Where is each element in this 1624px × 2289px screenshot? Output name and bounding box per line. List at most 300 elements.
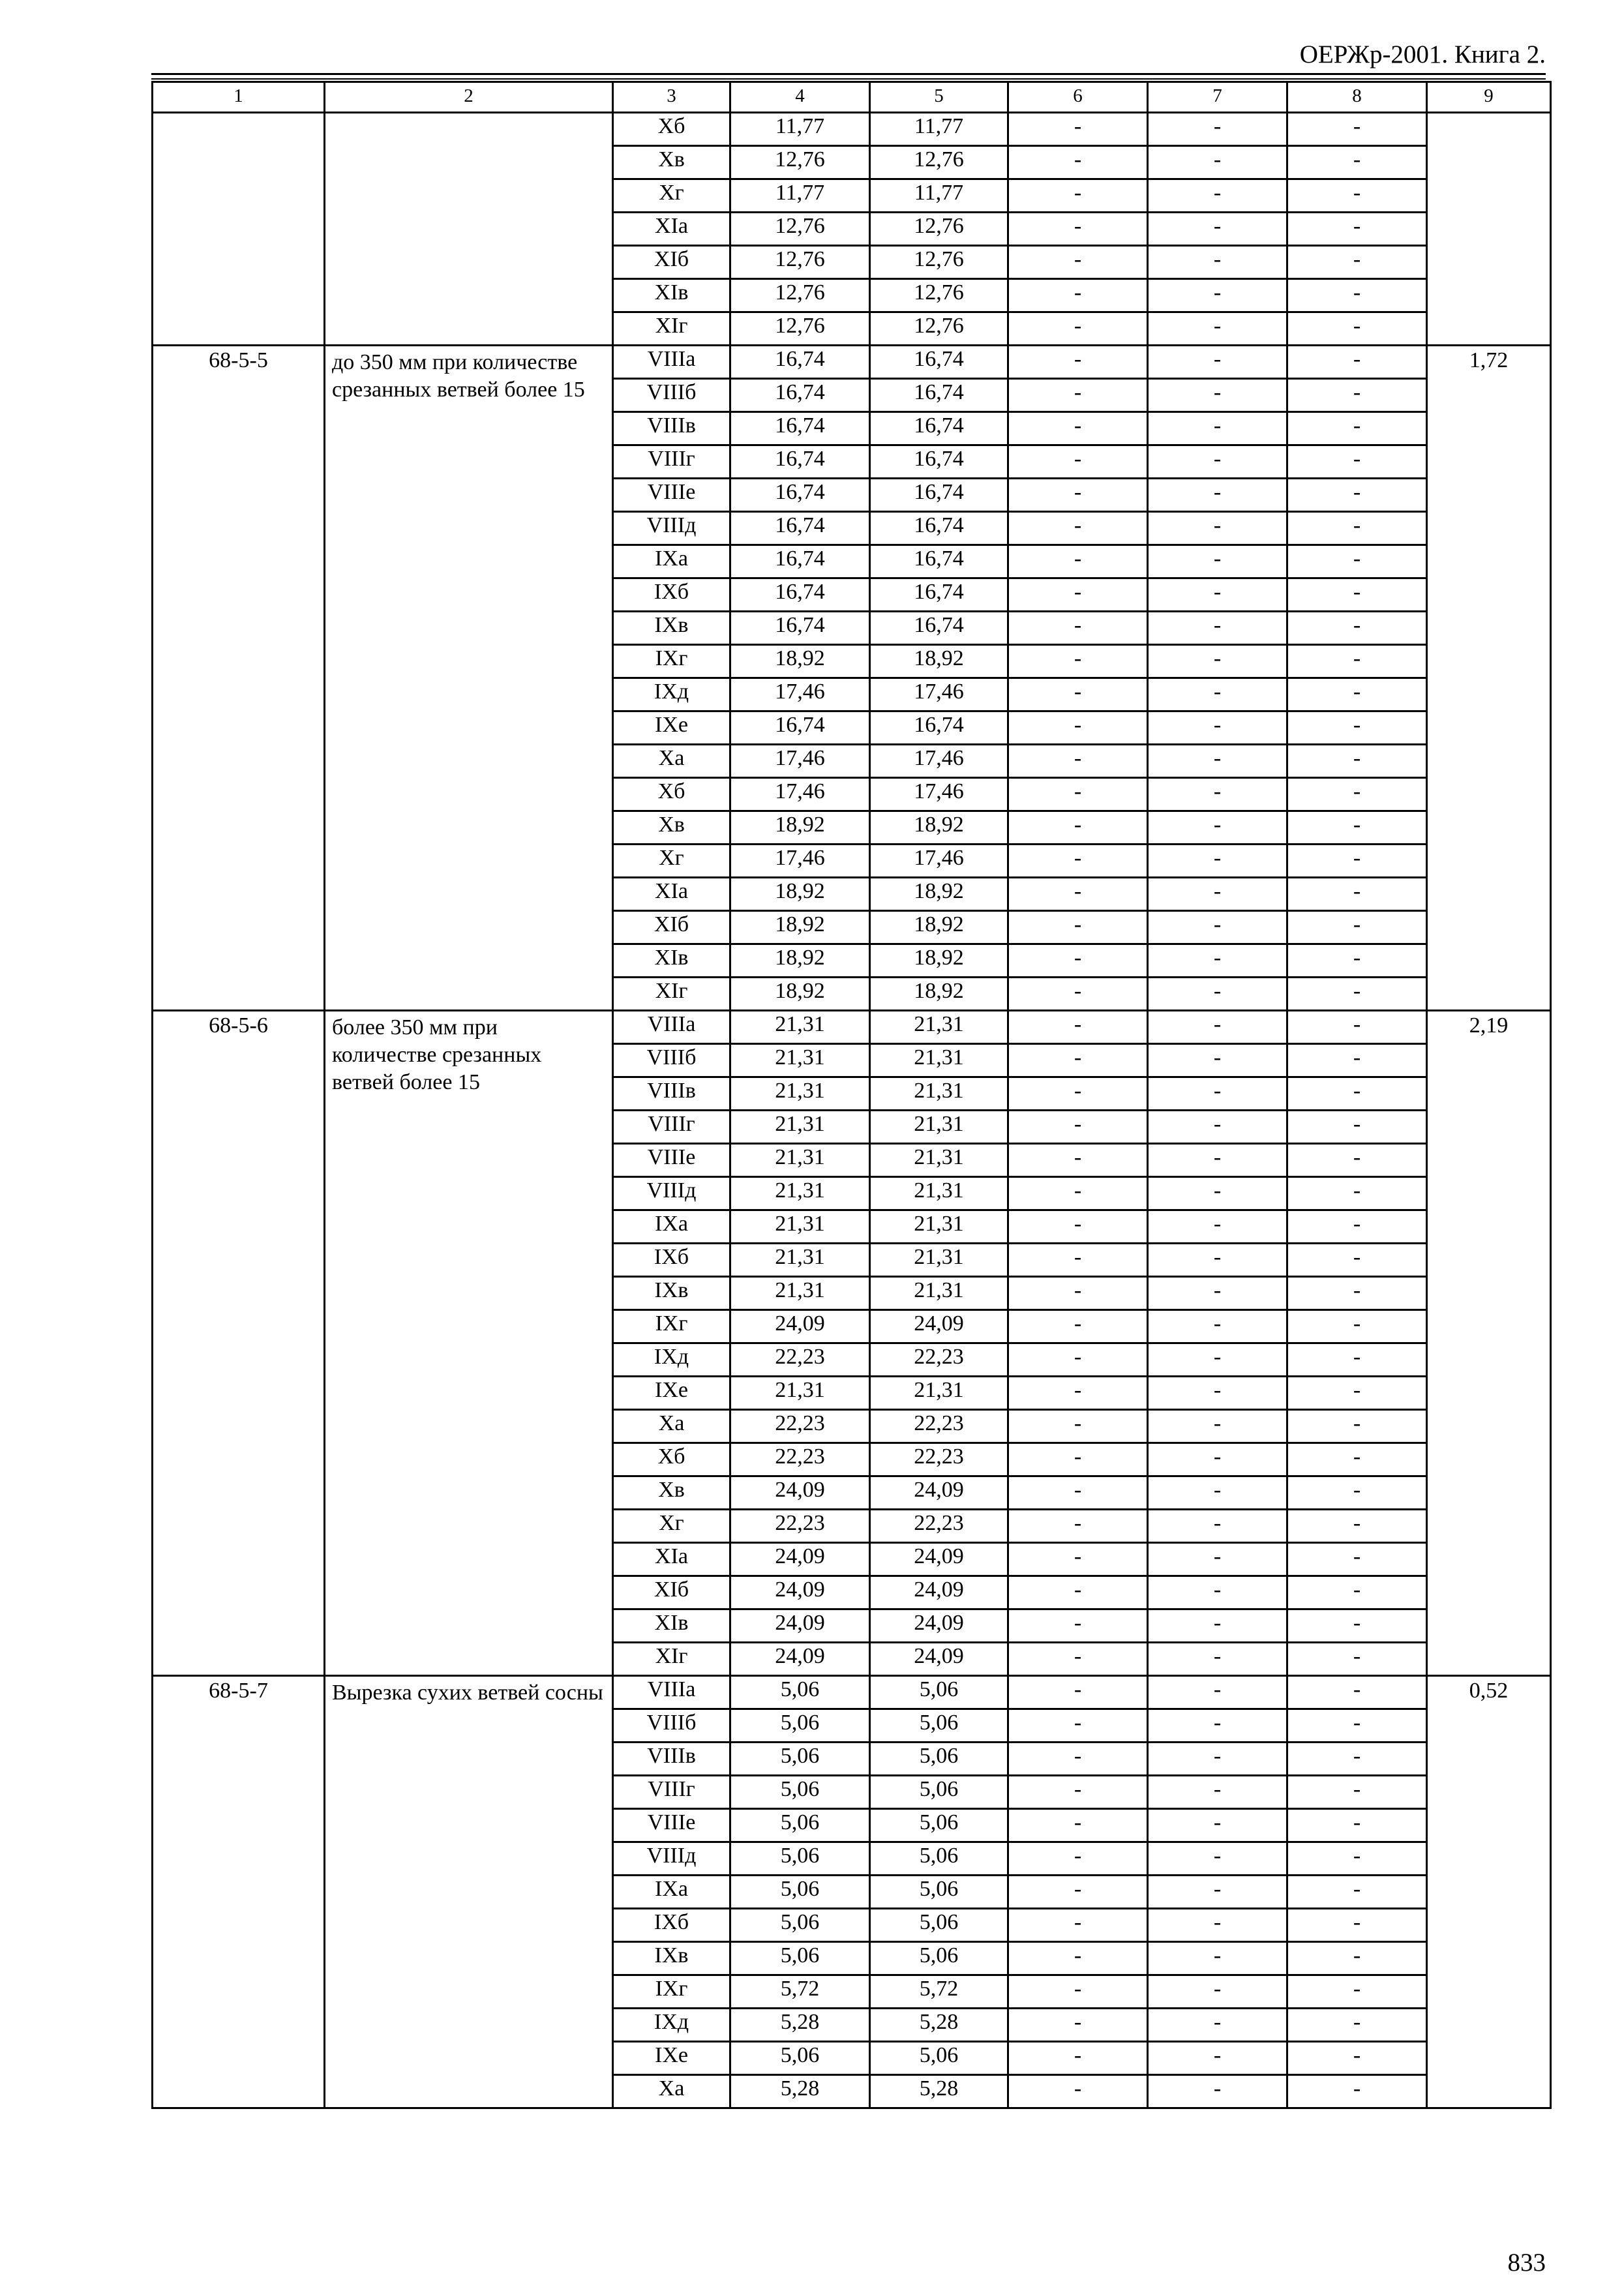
work-description: более 350 мм при количестве срезанных ветвей более 15 (325, 1011, 613, 1676)
value-cell: - (1148, 1643, 1287, 1676)
value-cell: - (1148, 1443, 1287, 1476)
value-cell: 21,31 (870, 1011, 1008, 1044)
category-cell: IХв (613, 612, 730, 645)
value-cell: 16,74 (730, 379, 870, 412)
value-cell: - (1287, 745, 1427, 778)
category-cell: ХIг (613, 1643, 730, 1676)
category-cell: VIIIб (613, 1709, 730, 1743)
value-cell: - (1287, 1842, 1427, 1876)
category-cell: Ха (613, 745, 730, 778)
value-cell: 24,09 (730, 1476, 870, 1510)
value-cell: - (1148, 1210, 1287, 1244)
value-cell: - (1148, 1576, 1287, 1609)
value-cell: 17,46 (730, 778, 870, 811)
value-cell: - (1287, 1443, 1427, 1476)
value-cell: - (1287, 1909, 1427, 1942)
category-cell: IХе (613, 1377, 730, 1410)
category-cell: ХIа (613, 878, 730, 911)
value-cell: 5,06 (730, 2042, 870, 2075)
value-cell: 16,74 (730, 346, 870, 379)
category-cell: VIIIб (613, 379, 730, 412)
value-cell: - (1287, 1410, 1427, 1443)
value-cell: - (1287, 1144, 1427, 1177)
value-cell: - (1287, 1942, 1427, 1975)
value-cell: - (1287, 944, 1427, 978)
category-cell: IХв (613, 1277, 730, 1310)
category-cell: VIIIе (613, 479, 730, 512)
value-cell: 12,76 (730, 246, 870, 279)
value-cell: - (1008, 279, 1148, 312)
value-cell: - (1148, 1111, 1287, 1144)
value-cell: 5,28 (730, 2075, 870, 2108)
value-cell: 16,74 (870, 545, 1008, 578)
value-cell: - (1287, 379, 1427, 412)
value-cell: 21,31 (730, 1210, 870, 1244)
value-cell: - (1008, 944, 1148, 978)
value-cell: - (1148, 146, 1287, 179)
value-cell: - (1148, 1909, 1287, 1942)
value-cell: 21,31 (730, 1144, 870, 1177)
value-cell: 5,72 (870, 1975, 1008, 2009)
value-cell: - (1287, 778, 1427, 811)
value-cell: - (1008, 479, 1148, 512)
value-cell: - (1287, 1177, 1427, 1210)
category-cell: Хв (613, 811, 730, 845)
value-cell: 5,06 (870, 1909, 1008, 1942)
value-cell: - (1148, 1144, 1287, 1177)
document-title: ОЕРЖр-2001. Книга 2. (1299, 40, 1546, 68)
category-cell: IХг (613, 1975, 730, 2009)
value-cell: 24,09 (870, 1310, 1008, 1343)
value-cell: - (1148, 1510, 1287, 1543)
value-cell: 21,31 (730, 1177, 870, 1210)
value-cell: - (1287, 1743, 1427, 1776)
value-cell: - (1287, 346, 1427, 379)
value-cell: - (1008, 1809, 1148, 1842)
page-number: 833 (1507, 2249, 1546, 2277)
value-cell: - (1008, 1210, 1148, 1244)
value-cell: 18,92 (870, 878, 1008, 911)
category-cell: IХд (613, 2009, 730, 2042)
category-cell: IХг (613, 1310, 730, 1343)
value-cell: 21,31 (870, 1044, 1008, 1077)
value-cell: 12,76 (730, 213, 870, 246)
value-cell: - (1287, 1709, 1427, 1743)
value-cell: - (1148, 1842, 1287, 1876)
value-cell: - (1287, 1776, 1427, 1809)
value-cell: - (1148, 1476, 1287, 1510)
value-cell: - (1008, 1343, 1148, 1377)
header-rule (151, 78, 1546, 80)
value-cell: - (1008, 213, 1148, 246)
value-cell: - (1008, 445, 1148, 479)
value-cell: - (1008, 1643, 1148, 1676)
value-cell: - (1287, 1510, 1427, 1543)
value-cell: - (1148, 978, 1287, 1011)
value-cell: - (1008, 545, 1148, 578)
category-cell: IХб (613, 1909, 730, 1942)
value-cell: 22,23 (870, 1343, 1008, 1377)
value-cell: - (1287, 1277, 1427, 1310)
category-cell: Хг (613, 179, 730, 213)
value-cell: - (1148, 479, 1287, 512)
rate-code (153, 113, 325, 346)
value-cell: - (1148, 678, 1287, 711)
value-cell: - (1008, 1244, 1148, 1277)
value-cell: - (1148, 179, 1287, 213)
value-cell: - (1148, 1609, 1287, 1643)
header-rule (151, 73, 1546, 75)
value-cell: 12,76 (870, 213, 1008, 246)
value-cell: - (1287, 1876, 1427, 1909)
category-cell: Ха (613, 2075, 730, 2108)
value-cell: 24,09 (870, 1609, 1008, 1643)
value-cell: 16,74 (730, 512, 870, 545)
value-cell: 18,92 (730, 811, 870, 845)
category-cell: Хв (613, 146, 730, 179)
value-cell: 17,46 (870, 745, 1008, 778)
value-cell: - (1008, 1077, 1148, 1111)
category-cell: VIIIд (613, 1842, 730, 1876)
column-number: 6 (1008, 82, 1148, 113)
category-cell: Хг (613, 1510, 730, 1543)
value-cell: - (1287, 179, 1427, 213)
value-cell: - (1008, 612, 1148, 645)
value-cell: 24,09 (870, 1543, 1008, 1576)
value-cell: - (1008, 1576, 1148, 1609)
column-number: 5 (870, 82, 1008, 113)
value-cell: - (1008, 113, 1148, 146)
value-cell: 18,92 (730, 645, 870, 678)
value-cell: 17,46 (870, 778, 1008, 811)
value-cell: - (1287, 1576, 1427, 1609)
table-row (153, 346, 1551, 379)
value-cell: 5,28 (870, 2009, 1008, 2042)
value-cell: 5,06 (870, 1676, 1008, 1709)
value-cell: 17,46 (870, 845, 1008, 878)
value-cell: - (1287, 146, 1427, 179)
value-cell: - (1287, 246, 1427, 279)
value-cell: - (1148, 1809, 1287, 1842)
table-row (153, 1676, 1551, 1709)
column-number: 1 (153, 82, 325, 113)
value-cell: 22,23 (730, 1343, 870, 1377)
value-cell: - (1287, 1676, 1427, 1709)
category-cell: VIIIе (613, 1809, 730, 1842)
category-cell: ХIб (613, 246, 730, 279)
value-cell: - (1148, 379, 1287, 412)
value-cell: 5,06 (870, 1776, 1008, 1809)
value-cell: - (1287, 1077, 1427, 1111)
value-cell: - (1008, 578, 1148, 612)
category-cell: ХIа (613, 1543, 730, 1576)
value-cell: - (1287, 1609, 1427, 1643)
value-cell: - (1287, 479, 1427, 512)
value-cell: - (1148, 612, 1287, 645)
value-cell: - (1008, 1144, 1148, 1177)
rate-code: 68-5-6 (153, 1011, 325, 1676)
value-cell: 18,92 (730, 878, 870, 911)
category-cell: Хб (613, 113, 730, 146)
rate-code: 68-5-7 (153, 1676, 325, 2108)
value-cell: - (1008, 1543, 1148, 1576)
value-cell: 16,74 (730, 578, 870, 612)
value-cell: 21,31 (870, 1210, 1008, 1244)
value-cell: - (1008, 1510, 1148, 1543)
category-cell: IХб (613, 578, 730, 612)
category-cell: ХIб (613, 1576, 730, 1609)
value-cell: - (1008, 2009, 1148, 2042)
value-cell: 11,77 (870, 113, 1008, 146)
value-cell: - (1008, 811, 1148, 845)
category-cell: ХIв (613, 1609, 730, 1643)
value-cell: 11,77 (870, 179, 1008, 213)
value-cell: - (1148, 346, 1287, 379)
value-cell: - (1287, 2042, 1427, 2075)
value-cell: - (1008, 1676, 1148, 1709)
value-cell: 18,92 (730, 911, 870, 944)
category-cell: IХд (613, 1343, 730, 1377)
table-row (153, 1011, 1551, 1044)
value-cell: - (1008, 1111, 1148, 1144)
value-cell: - (1008, 1909, 1148, 1942)
value-cell: 21,31 (870, 1377, 1008, 1410)
value-cell: 5,28 (870, 2075, 1008, 2108)
value-cell: - (1287, 412, 1427, 445)
value-cell: - (1148, 113, 1287, 146)
column-number: 4 (730, 82, 870, 113)
value-cell: - (1008, 911, 1148, 944)
table-body (153, 82, 1551, 2108)
category-cell: VIIIа (613, 346, 730, 379)
value-cell: 24,09 (870, 1643, 1008, 1676)
category-cell: ХIв (613, 944, 730, 978)
column-number: 2 (325, 82, 613, 113)
value-cell: 5,06 (870, 1942, 1008, 1975)
category-cell: VIIIа (613, 1676, 730, 1709)
value-cell: - (1287, 312, 1427, 346)
value-cell: - (1287, 1643, 1427, 1676)
column-number: 8 (1287, 82, 1427, 113)
value-cell: - (1008, 1975, 1148, 2009)
value-cell: - (1008, 512, 1148, 545)
value-cell: 21,31 (870, 1144, 1008, 1177)
value-cell: 17,46 (730, 845, 870, 878)
value-cell: - (1287, 113, 1427, 146)
category-cell: IХа (613, 1210, 730, 1244)
category-cell: Ха (613, 1410, 730, 1443)
value-cell: - (1148, 1776, 1287, 1809)
category-cell: Хб (613, 778, 730, 811)
column-number: 7 (1148, 82, 1287, 113)
value-cell: - (1008, 2075, 1148, 2108)
value-cell: - (1148, 1975, 1287, 2009)
value-cell: 17,46 (730, 678, 870, 711)
value-cell: 5,06 (870, 1743, 1008, 1776)
category-cell: Хб (613, 1443, 730, 1476)
value-cell: - (1148, 1044, 1287, 1077)
value-cell: - (1287, 1310, 1427, 1343)
value-cell: 24,09 (870, 1476, 1008, 1510)
value-cell: 12,76 (870, 246, 1008, 279)
value-cell: 5,28 (730, 2009, 870, 2042)
value-cell: - (1287, 978, 1427, 1011)
value-cell: 21,31 (730, 1244, 870, 1277)
value-cell: - (1287, 678, 1427, 711)
value-cell: 16,74 (870, 711, 1008, 745)
value-cell: 16,74 (870, 412, 1008, 445)
work-description: до 350 мм при количестве срезанных ветвей более 15 (325, 346, 613, 1011)
value-cell: - (1148, 1377, 1287, 1410)
value-cell: - (1148, 645, 1287, 678)
value-cell: - (1287, 1343, 1427, 1377)
value-cell: 22,23 (730, 1510, 870, 1543)
value-cell: 17,46 (730, 745, 870, 778)
value-cell: - (1148, 711, 1287, 745)
value-cell: - (1008, 878, 1148, 911)
category-cell: IХа (613, 1876, 730, 1909)
value-cell: 22,23 (730, 1410, 870, 1443)
value-cell: - (1287, 911, 1427, 944)
category-cell: IХе (613, 2042, 730, 2075)
value-cell: - (1148, 878, 1287, 911)
category-cell: IХа (613, 545, 730, 578)
column-number-row (153, 82, 1551, 113)
value-cell: - (1008, 978, 1148, 1011)
value-cell: - (1008, 1842, 1148, 1876)
value-cell: 18,92 (870, 911, 1008, 944)
value-cell: - (1008, 312, 1148, 346)
value-cell: 11,77 (730, 179, 870, 213)
table-row (153, 113, 1551, 146)
value-cell: - (1008, 1011, 1148, 1044)
value-cell: - (1148, 2042, 1287, 2075)
value-cell: - (1008, 645, 1148, 678)
category-cell: Хв (613, 1476, 730, 1510)
column-9-value: 0,52 (1427, 1676, 1551, 2108)
value-cell: 21,31 (870, 1077, 1008, 1111)
category-cell: VIIIе (613, 1144, 730, 1177)
value-cell: - (1148, 1011, 1287, 1044)
value-cell: - (1287, 711, 1427, 745)
value-cell: - (1008, 1743, 1148, 1776)
category-cell: VIIIг (613, 1776, 730, 1809)
value-cell: - (1008, 1177, 1148, 1210)
value-cell: 16,74 (870, 379, 1008, 412)
value-cell: - (1008, 845, 1148, 878)
value-cell: - (1287, 1111, 1427, 1144)
value-cell: 24,09 (870, 1576, 1008, 1609)
value-cell: 18,92 (870, 645, 1008, 678)
value-cell: 12,76 (870, 146, 1008, 179)
value-cell: - (1008, 1776, 1148, 1809)
value-cell: - (1148, 279, 1287, 312)
value-cell: 16,74 (870, 445, 1008, 479)
value-cell: 16,74 (730, 412, 870, 445)
value-cell: 12,76 (730, 146, 870, 179)
category-cell: IХе (613, 711, 730, 745)
value-cell: - (1148, 312, 1287, 346)
value-cell: 18,92 (870, 811, 1008, 845)
value-cell: - (1148, 1543, 1287, 1576)
value-cell: - (1287, 1377, 1427, 1410)
value-cell: 16,74 (870, 346, 1008, 379)
category-cell: IХд (613, 678, 730, 711)
value-cell: 5,06 (870, 1842, 1008, 1876)
value-cell: - (1148, 2075, 1287, 2108)
value-cell: - (1287, 2075, 1427, 2108)
value-cell: - (1148, 1410, 1287, 1443)
value-cell: - (1287, 878, 1427, 911)
value-cell: - (1148, 911, 1287, 944)
value-cell: - (1287, 1809, 1427, 1842)
value-cell: 16,74 (730, 479, 870, 512)
value-cell: 5,06 (870, 1876, 1008, 1909)
value-cell: 11,77 (730, 113, 870, 146)
rate-code: 68-5-5 (153, 346, 325, 1011)
value-cell: 17,46 (870, 678, 1008, 711)
value-cell: 21,31 (870, 1244, 1008, 1277)
value-cell: - (1148, 1709, 1287, 1743)
value-cell: 5,06 (730, 1942, 870, 1975)
category-cell: VIIIа (613, 1011, 730, 1044)
value-cell: - (1008, 1410, 1148, 1443)
column-9-value (1427, 113, 1551, 346)
category-cell: VIIIг (613, 445, 730, 479)
value-cell: 5,06 (730, 1743, 870, 1776)
value-cell: - (1287, 445, 1427, 479)
value-cell: 5,06 (730, 1709, 870, 1743)
value-cell: - (1287, 845, 1427, 878)
value-cell: - (1287, 1011, 1427, 1044)
value-cell: - (1148, 545, 1287, 578)
value-cell: 21,31 (870, 1177, 1008, 1210)
value-cell: - (1148, 778, 1287, 811)
value-cell: - (1008, 146, 1148, 179)
value-cell: 5,06 (730, 1776, 870, 1809)
value-cell: 21,31 (730, 1044, 870, 1077)
value-cell: - (1008, 745, 1148, 778)
value-cell: 16,74 (870, 479, 1008, 512)
value-cell: - (1287, 545, 1427, 578)
value-cell: - (1008, 1443, 1148, 1476)
value-cell: - (1008, 711, 1148, 745)
value-cell: - (1008, 1476, 1148, 1510)
value-cell: 22,23 (870, 1410, 1008, 1443)
value-cell: - (1148, 1343, 1287, 1377)
value-cell: - (1287, 1210, 1427, 1244)
value-cell: 18,92 (870, 978, 1008, 1011)
value-cell: 18,92 (870, 944, 1008, 978)
value-cell: - (1148, 213, 1287, 246)
value-cell: - (1148, 1743, 1287, 1776)
category-cell: VIIIв (613, 412, 730, 445)
value-cell: - (1148, 1942, 1287, 1975)
column-number: 3 (613, 82, 730, 113)
category-cell: ХIг (613, 978, 730, 1011)
category-cell: ХIа (613, 213, 730, 246)
value-cell: - (1148, 1876, 1287, 1909)
value-cell: - (1287, 1543, 1427, 1576)
value-cell: 5,06 (730, 1809, 870, 1842)
value-cell: 24,09 (730, 1576, 870, 1609)
value-cell: 21,31 (730, 1377, 870, 1410)
value-cell: - (1287, 512, 1427, 545)
value-cell: - (1287, 2009, 1427, 2042)
value-cell: - (1008, 1876, 1148, 1909)
value-cell: - (1008, 778, 1148, 811)
category-cell: ХIг (613, 312, 730, 346)
